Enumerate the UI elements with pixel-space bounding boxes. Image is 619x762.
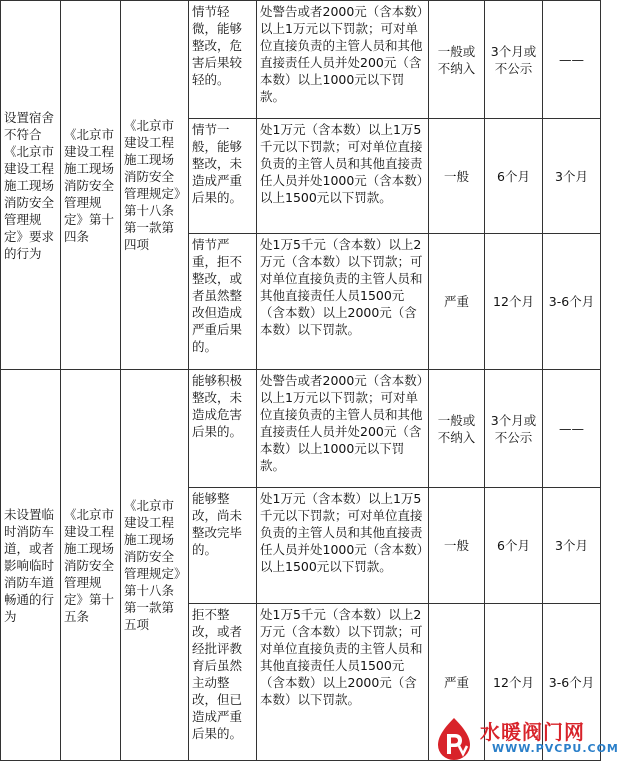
penalty-basis-cell: 《北京市建设工程施工现场消防安全管理规定》第十八条第一款第四项 — [121, 1, 189, 370]
credit-category-cell: 一般 — [429, 119, 485, 234]
pv-logo-icon — [432, 716, 476, 760]
restriction-period-cell: —— — [543, 1, 601, 119]
circumstance-cell: 能够积极整改，未造成危害后果的。 — [189, 370, 257, 488]
credit-category-cell: 严重 — [429, 604, 485, 761]
publicity-period-cell: 3个月或不公示 — [485, 1, 543, 119]
publicity-period-cell: 6个月 — [485, 119, 543, 234]
penalty-cell: 处1万5千元（含本数）以上2万元（含本数）以下罚款；可对单位直接负责的主管人员和其他直接责任人员1500元（含本数）以上2000元（含本数）以下罚款。 — [257, 234, 429, 370]
watermark-name: 水暖阀门网 — [480, 720, 585, 744]
circumstance-cell: 拒不整改，或者经批评教育后虽然主动整改，但已造成严重后果的。 — [189, 604, 257, 761]
legal-basis-cell: 《北京市建设工程施工现场消防安全管理规定》第十五条 — [61, 370, 121, 761]
credit-category-cell: 一般或不纳入 — [429, 1, 485, 119]
penalty-cell: 处警告或者2000元（含本数）以上1万元以下罚款；可对单位直接负责的主管人员和其他直接责任人员并处200元（含本数）以上1000元以下罚款。 — [257, 370, 429, 488]
penalty-basis-cell: 《北京市建设工程施工现场消防安全管理规定》第十八条第一款第五项 — [121, 370, 189, 761]
table-row — [1, 370, 601, 488]
penalty-cell: 处1万元（含本数）以上1万5千元以下罚款；可对单位直接负责的主管人员和其他直接责任人员并处1000元（含本数）以上1500元以下罚款。 — [257, 488, 429, 604]
circumstance-cell: 情节一般，能够整改，未造成严重后果的。 — [189, 119, 257, 234]
table-row — [1, 1, 601, 119]
restriction-period-cell: 3-6个月 — [543, 604, 601, 761]
credit-category-cell: 严重 — [429, 234, 485, 370]
penalty-cell: 处1万5千元（含本数）以上2万元（含本数）以下罚款；可对单位直接负责的主管人员和其他直接责任人员1500元（含本数）以上2000元（含本数）以下罚款。 — [257, 604, 429, 761]
publicity-period-cell: 3个月或不公示 — [485, 370, 543, 488]
violation-behavior-cell: 设置宿舍不符合《北京市建设工程施工现场消防安全管理规定》要求的行为 — [1, 1, 61, 370]
restriction-period-cell: 3-6个月 — [543, 234, 601, 370]
site-watermark — [432, 714, 619, 762]
circumstance-cell: 情节轻微，能够整改，危害后果较轻的。 — [189, 1, 257, 119]
violation-behavior-cell: 未设置临时消防车道，或者影响临时消防车道畅通的行为 — [1, 370, 61, 761]
publicity-period-cell: 6个月 — [485, 488, 543, 604]
watermark-url: WWW.PVCPU.COM — [492, 742, 619, 755]
restriction-period-cell: 3个月 — [543, 119, 601, 234]
publicity-period-cell: 12个月 — [485, 604, 543, 761]
restriction-period-cell: —— — [543, 370, 601, 488]
legal-basis-cell: 《北京市建设工程施工现场消防安全管理规定》第十四条 — [61, 1, 121, 370]
credit-category-cell: 一般 — [429, 488, 485, 604]
restriction-period-cell: 3个月 — [543, 488, 601, 604]
circumstance-cell: 情节严重，拒不整改，或者虽然整改但造成严重后果的。 — [189, 234, 257, 370]
credit-category-cell: 一般或不纳入 — [429, 370, 485, 488]
publicity-period-cell: 12个月 — [485, 234, 543, 370]
circumstance-cell: 能够整改，尚未整改完毕的。 — [189, 488, 257, 604]
penalty-cell: 处警告或者2000元（含本数）以上1万元以下罚款；可对单位直接负责的主管人员和其他直接责任人员并处200元（含本数）以上1000元以下罚款。 — [257, 1, 429, 119]
penalty-cell: 处1万元（含本数）以上1万5千元以下罚款；可对单位直接负责的主管人员和其他直接责任人员并处1000元（含本数）以上1500元以下罚款。 — [257, 119, 429, 234]
